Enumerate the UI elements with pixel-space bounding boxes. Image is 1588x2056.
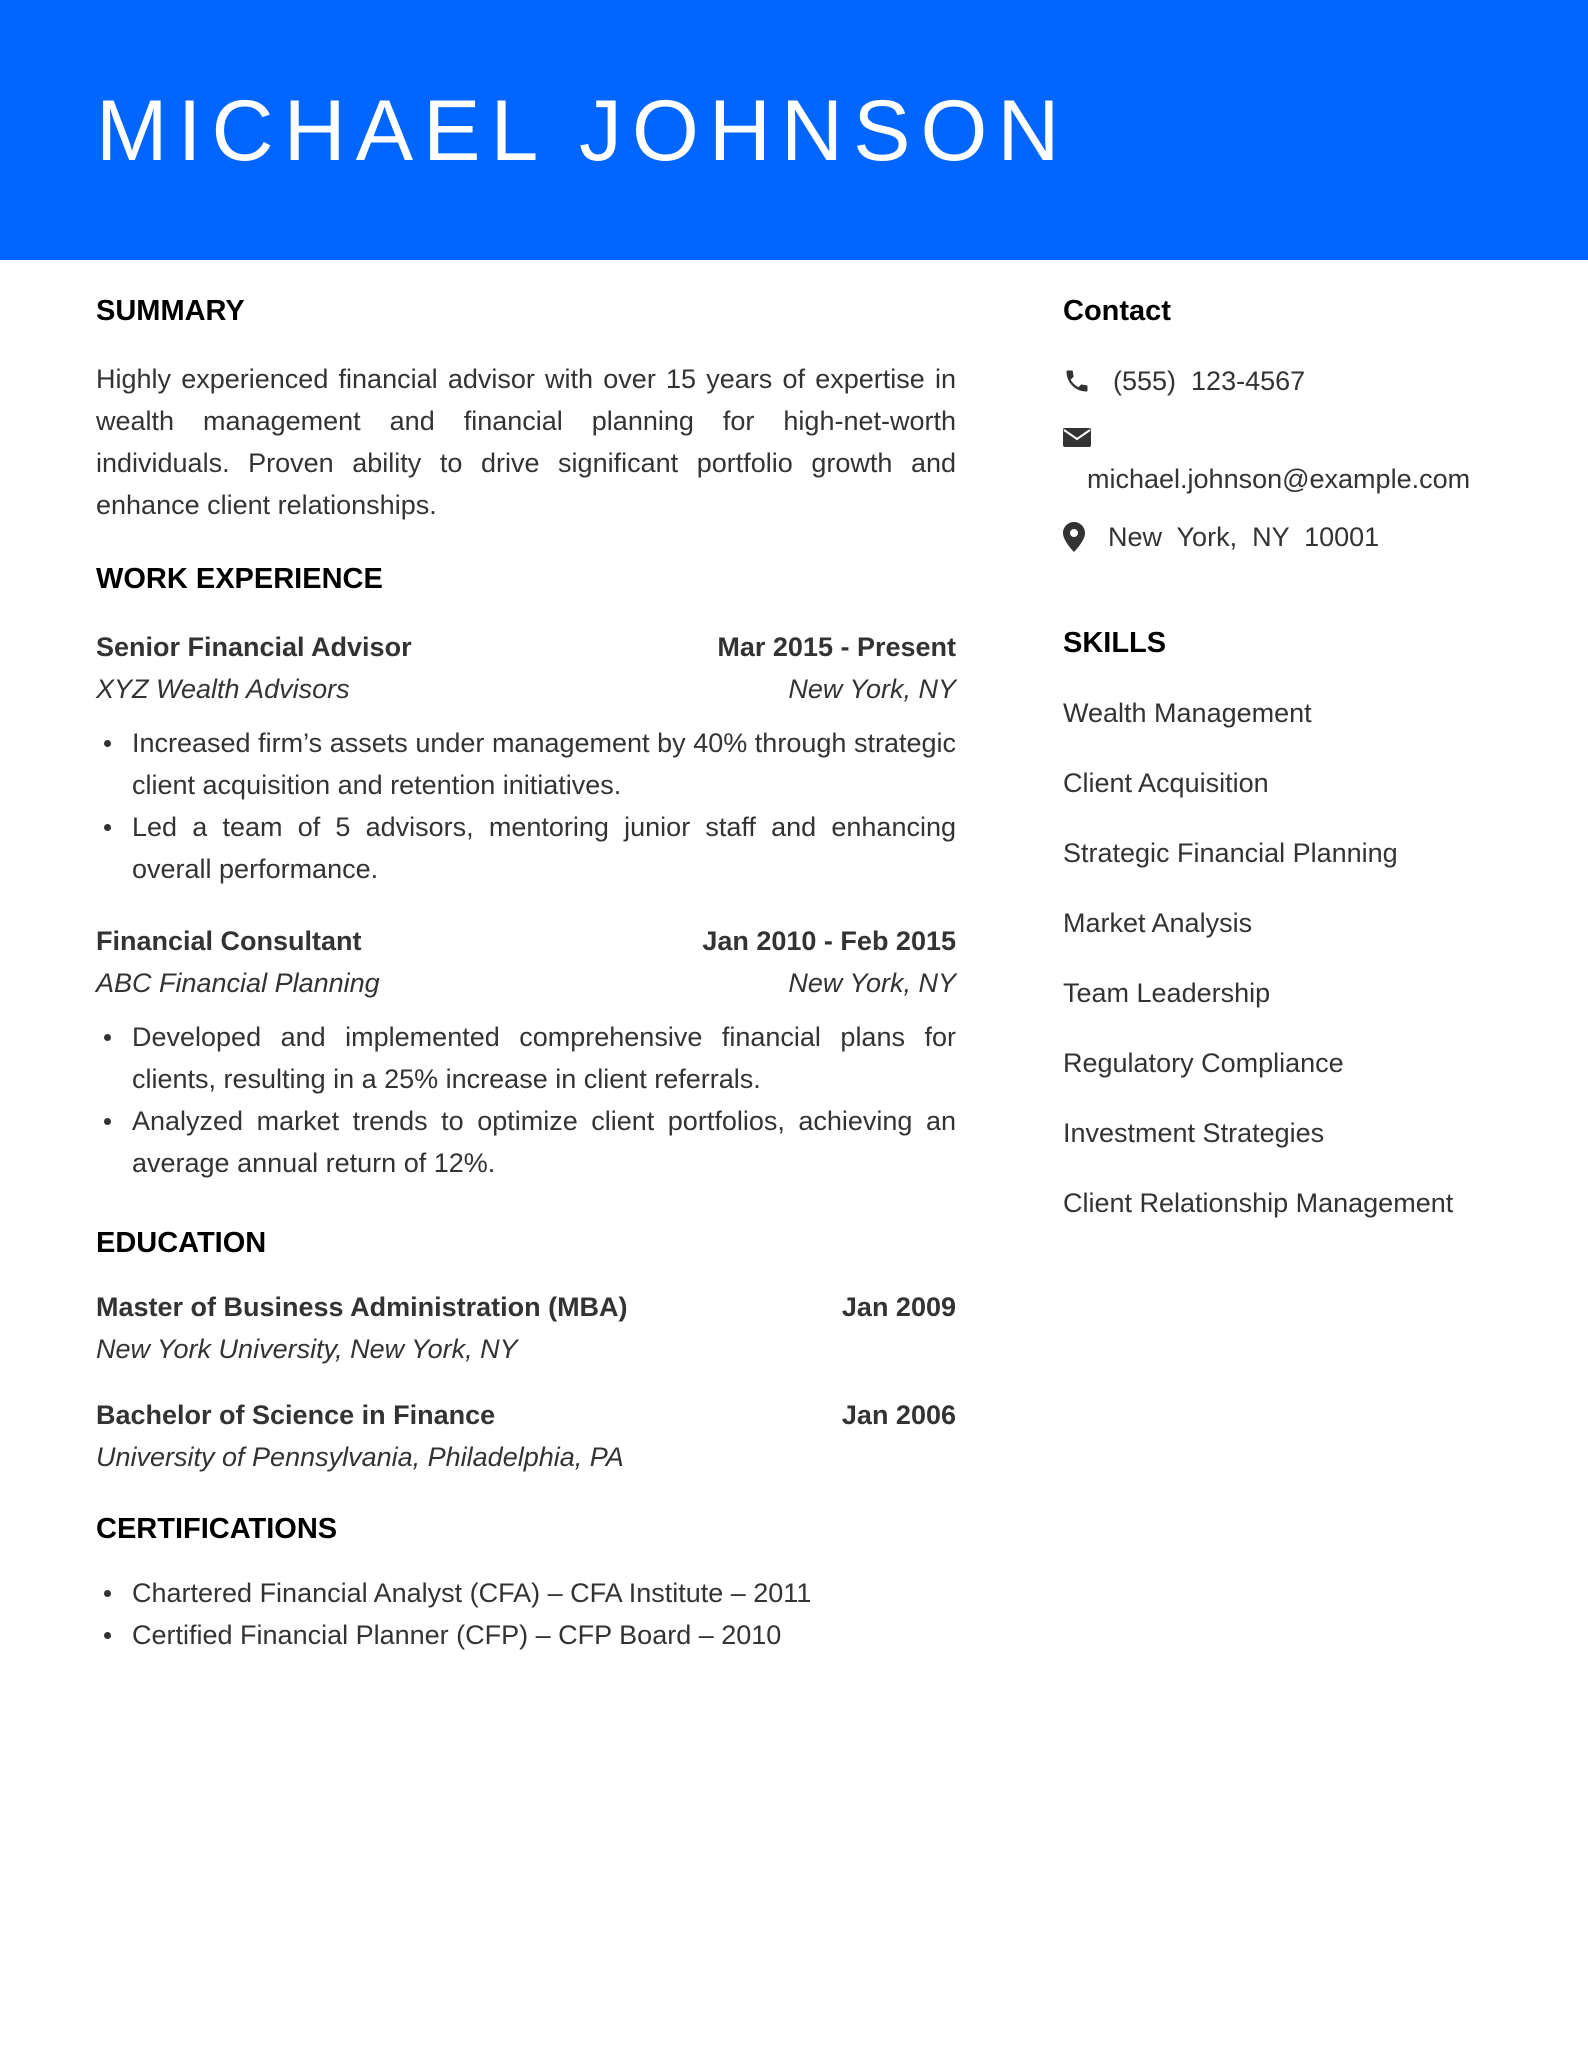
contact-phone — [1063, 364, 1543, 398]
education-section — [96, 1226, 956, 1478]
header-banner — [0, 0, 1588, 260]
sidebar-column — [1063, 294, 1543, 1220]
job-location: New York, NY — [788, 674, 956, 704]
job-role: Financial Consultant — [96, 926, 362, 956]
main-column — [96, 294, 956, 1656]
summary-text: Highly experienced financial advisor with over 15 years of expertise in wealth management and financial planning for high-net-worth individuals. Proven ability to drive significant portfolio growth and enhance client relationships. — [96, 364, 956, 520]
job-company: XYZ Wealth Advisors — [96, 674, 350, 704]
skill-item: Market Analysis — [1063, 908, 1253, 938]
job-location: New York, NY — [788, 968, 956, 998]
contact-address — [1063, 520, 1543, 554]
degree-name: Bachelor of Science in Finance — [96, 1400, 496, 1430]
email-address[interactable]: michael.johnson@example.com — [1087, 464, 1471, 494]
education-entry — [96, 1394, 956, 1478]
job-bullet: Increased firm’s assets under management by 40% through strategic client acquisition and retention initiatives. — [96, 722, 956, 806]
skill-item: Team Leadership — [1063, 978, 1271, 1008]
envelope-icon — [1063, 426, 1091, 448]
degree-date: Jan 2009 — [841, 1292, 956, 1322]
job-role: Senior Financial Advisor — [96, 632, 412, 662]
skill-item: Regulatory Compliance — [1063, 1048, 1344, 1078]
candidate-name: MICHAEL JOHNSON — [96, 83, 1070, 179]
job-entry — [96, 920, 956, 1184]
skill-item: Strategic Financial Planning — [1063, 838, 1398, 868]
work-experience-title: WORK EXPERIENCE — [96, 563, 383, 595]
job-bullets — [96, 722, 956, 890]
job-bullet: Analyzed market trends to optimize client portfolios, achieving an average annual return of 12%. — [96, 1100, 956, 1184]
school-name: University of Pennsylvania, Philadelphia, PA — [96, 1442, 624, 1472]
certifications-list — [96, 1572, 956, 1656]
education-title: EDUCATION — [96, 1227, 267, 1259]
certification-item: Chartered Financial Analyst (CFA) – CFA Institute – 2011 — [96, 1572, 956, 1614]
job-dates: Jan 2010 - Feb 2015 — [702, 926, 956, 956]
work-experience-section — [96, 562, 956, 1184]
job-company: ABC Financial Planning — [96, 968, 380, 998]
job-entry — [96, 626, 956, 890]
education-entry — [96, 1286, 956, 1370]
contact-title: Contact — [1063, 295, 1171, 327]
summary-title: SUMMARY — [96, 295, 245, 327]
job-bullets — [96, 1016, 956, 1184]
job-dates: Mar 2015 - Present — [717, 632, 956, 662]
address-text: New York, NY 10001 — [1108, 522, 1380, 552]
phone-number[interactable]: (555) 123-4567 — [1113, 366, 1306, 396]
contact-section — [1063, 294, 1543, 554]
job-bullet: Led a team of 5 advisors, mentoring junior staff and enhancing overall performance. — [96, 806, 956, 890]
skill-item: Client Relationship Management — [1063, 1188, 1454, 1218]
skill-item: Investment Strategies — [1063, 1118, 1325, 1148]
map-marker-icon — [1063, 522, 1085, 552]
skill-item: Wealth Management — [1063, 698, 1312, 728]
job-bullet: Developed and implemented comprehensive financial plans for clients, resulting in a 25% increase in client referrals. — [96, 1016, 956, 1100]
certifications-section — [96, 1512, 956, 1656]
certifications-title: CERTIFICATIONS — [96, 1513, 338, 1545]
summary-section — [96, 294, 956, 526]
school-name: New York University, New York, NY — [96, 1334, 518, 1364]
skill-item: Client Acquisition — [1063, 768, 1269, 798]
phone-icon — [1063, 367, 1091, 395]
skills-section — [1063, 626, 1543, 1220]
degree-name: Master of Business Administration (MBA) — [96, 1292, 628, 1322]
contact-email — [1063, 426, 1543, 496]
degree-date: Jan 2006 — [841, 1400, 956, 1430]
certification-item: Certified Financial Planner (CFP) – CFP Board – 2010 — [96, 1614, 956, 1656]
skills-title: SKILLS — [1063, 627, 1167, 659]
